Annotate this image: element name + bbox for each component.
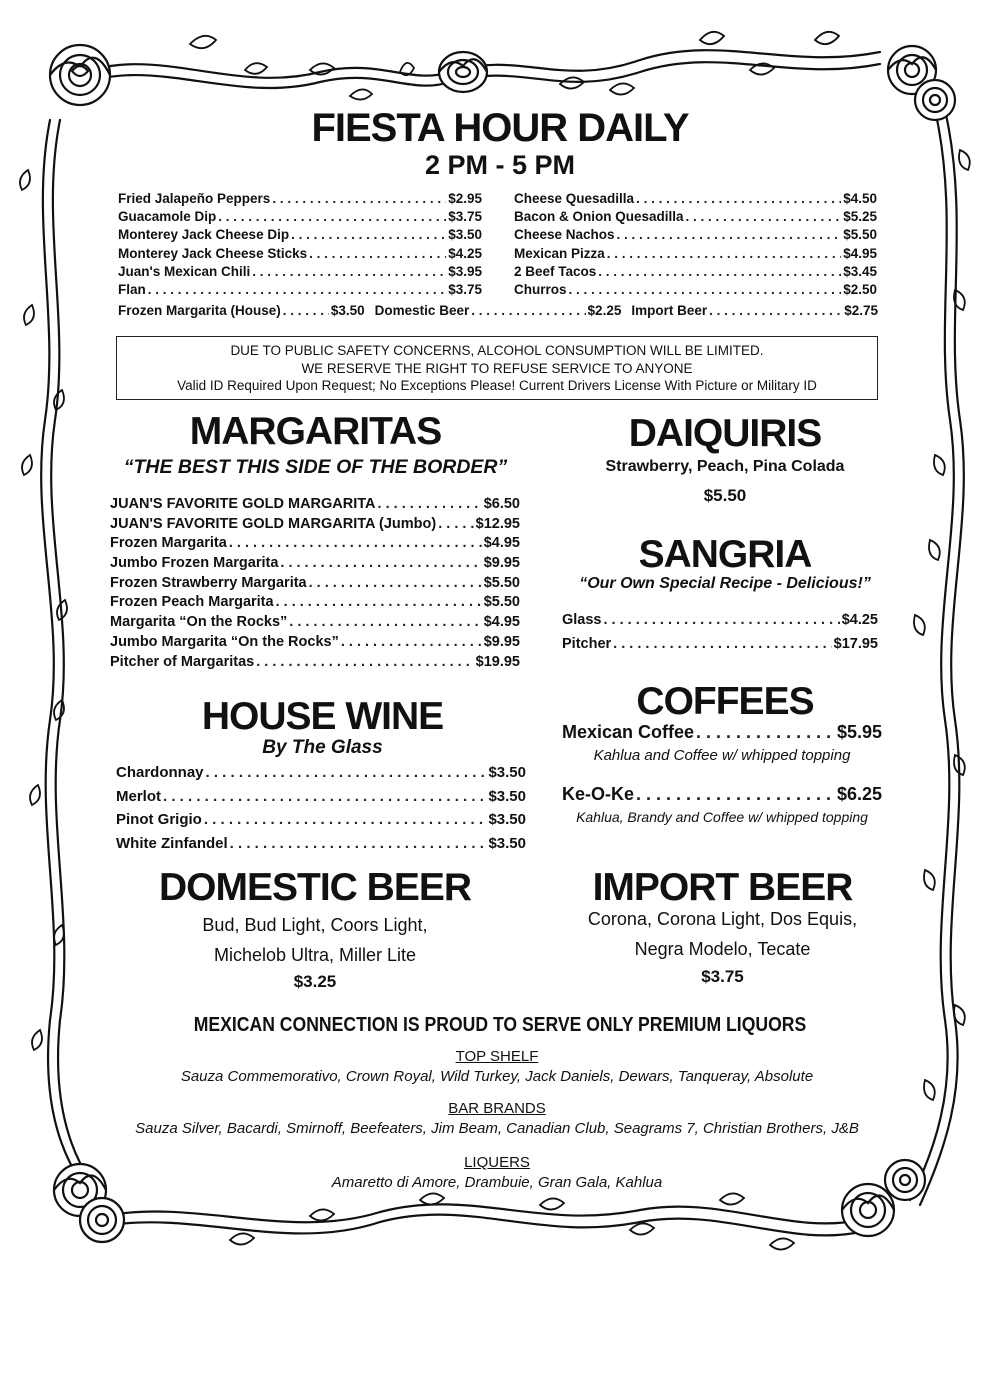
menu-item: Merlot . . . $3.50 <box>116 788 526 812</box>
margarita-list <box>110 496 520 673</box>
menu-item: Domestic Beer . . . $2.25 <box>375 303 622 318</box>
daiquiris-title: DAIQUIRIS <box>628 412 822 455</box>
coffee-description: Kahlua and Coffee w/ whipped topping <box>593 747 851 764</box>
menu-item: 2 Beef Tacos . . . $3.45 <box>514 264 877 282</box>
menu-item: White Zinfandel . . . $3.50 <box>116 835 526 859</box>
safety-notice-box <box>116 336 878 400</box>
domestic-beer-price: $3.25 <box>293 972 337 991</box>
sangria-list <box>562 612 878 660</box>
bar-brands-list: Sauza Silver, Bacardi, Smirnoff, Beefeaters, Jim Beam, Canadian Club, Seagrams 7, Christian Brothers, J&B <box>135 1120 859 1137</box>
coffees-title: COFFEES <box>636 680 814 723</box>
menu-item: JUAN'S FAVORITE GOLD MARGARITA . . . $6.50 <box>110 496 520 516</box>
menu-item: Jumbo Frozen Margarita . . . $9.95 <box>110 555 520 575</box>
menu-item: Ke-O-Ke . . . $6.25 <box>562 784 882 805</box>
coffee-list <box>562 722 882 825</box>
notice-line: WE RESERVE THE RIGHT TO REFUSE SERVICE TO ANYONE <box>301 360 693 376</box>
brands-line: Bud, Bud Light, Coors Light, <box>202 915 428 935</box>
menu-item: JUAN'S FAVORITE GOLD MARGARITA (Jumbo) . . . $12.95 <box>110 516 520 536</box>
menu-item: Cheese Quesadilla . . . $4.50 <box>514 191 877 209</box>
coffee-description: Kahlua, Brandy and Coffee w/ whipped topping <box>576 809 868 825</box>
coffee-item <box>562 784 882 825</box>
coffee-item <box>562 722 882 764</box>
menu-item: Jumbo Margarita “On the Rocks” . . . $9.95 <box>110 634 520 654</box>
domestic-beer-title: DOMESTIC BEER <box>158 866 472 909</box>
menu-item: Frozen Peach Margarita . . . $5.50 <box>110 594 520 614</box>
menu-item: Churros . . . $2.50 <box>514 282 877 300</box>
margaritas-title: MARGARITAS <box>189 410 442 453</box>
menu-item: Mexican Coffee . . . $5.95 <box>562 722 882 743</box>
house-wine-title: HOUSE WINE <box>201 695 444 738</box>
menu-item: Guacamole Dip . . . $3.75 <box>118 209 482 227</box>
top-shelf-heading: TOP SHELF <box>455 1048 539 1065</box>
menu-item: Glass . . . $4.25 <box>562 612 878 636</box>
menu-item: Fried Jalapeño Peppers . . . $2.95 <box>118 191 482 209</box>
brands-line: Negra Modelo, Tecate <box>634 939 811 959</box>
menu-item: Frozen Strawberry Margarita . . . $5.50 <box>110 575 520 595</box>
menu-item: Frozen Margarita . . . $4.95 <box>110 535 520 555</box>
daiquiris-flavors: Strawberry, Peach, Pina Colada <box>605 458 845 475</box>
fiesta-drinks-line <box>118 303 878 318</box>
brands-line: Corona, Corona Light, Dos Equis, <box>587 909 858 929</box>
menu-item: Flan . . . $3.75 <box>118 282 482 300</box>
menu-item: Juan's Mexican Chili . . . $3.95 <box>118 264 482 282</box>
menu-item: Margarita “On the Rocks” . . . $4.95 <box>110 614 520 634</box>
import-beer-title: IMPORT BEER <box>592 866 853 909</box>
menu-item: Pinot Grigio . . . $3.50 <box>116 811 526 835</box>
notice-line: Valid ID Required Upon Request; No Exceptions Please! Current Drivers License With Picture or Military ID <box>177 378 817 393</box>
brands-line: Michelob Ultra, Miller Lite <box>213 945 417 965</box>
house-wine-subtitle: By The Glass <box>262 737 383 758</box>
liquers-heading: LIQUERS <box>464 1154 530 1171</box>
daiquiris-price: $5.50 <box>703 486 747 505</box>
menu-item: Mexican Pizza . . . $4.95 <box>514 246 877 264</box>
wine-list <box>116 764 526 858</box>
premium-liquors-title: MEXICAN CONNECTION IS PROUD TO SERVE ONLY PREMIUM LIQUORS <box>193 1014 807 1036</box>
domestic-beer-brands <box>120 910 510 970</box>
top-shelf-list: Sauza Commemorativo, Crown Royal, Wild Turkey, Jack Daniels, Dewars, Tanqueray, Absolute <box>180 1068 814 1085</box>
bar-brands-heading: BAR BRANDS <box>448 1100 546 1117</box>
menu-item: Bacon & Onion Quesadilla . . . $5.25 <box>514 209 877 227</box>
menu-item: Frozen Margarita (House) . . . $3.50 <box>118 303 365 318</box>
menu-item: Pitcher of Margaritas . . . $19.95 <box>110 654 520 674</box>
import-beer-price: $3.75 <box>701 967 744 986</box>
sangria-title: SANGRIA <box>638 533 812 576</box>
margaritas-subtitle: “THE BEST THIS SIDE OF THE BORDER” <box>123 456 508 478</box>
menu-item: Chardonnay . . . $3.50 <box>116 764 526 788</box>
liquers-list: Amaretto di Amore, Drambuie, Gran Gala, Kahlua <box>331 1174 663 1191</box>
sangria-subtitle: “Our Own Special Recipe - Delicious!” <box>579 575 871 592</box>
fiesta-left-list <box>118 191 482 300</box>
fiesta-hour-times: 2 PM - 5 PM <box>424 150 576 180</box>
fiesta-right-list <box>514 191 877 300</box>
notice-line: DUE TO PUBLIC SAFETY CONCERNS, ALCOHOL CONSUMPTION WILL BE LIMITED. <box>230 343 764 358</box>
menu-item: Monterey Jack Cheese Dip . . . $3.50 <box>118 227 482 245</box>
menu-item: Cheese Nachos . . . $5.50 <box>514 227 877 245</box>
menu-item: Pitcher . . . $17.95 <box>562 636 878 660</box>
import-beer-brands <box>555 904 890 964</box>
fiesta-hour-title: FIESTA HOUR DAILY <box>311 106 689 150</box>
menu-item: Monterey Jack Cheese Sticks . . . $4.25 <box>118 246 482 264</box>
menu-item: Import Beer . . . $2.75 <box>631 303 878 318</box>
